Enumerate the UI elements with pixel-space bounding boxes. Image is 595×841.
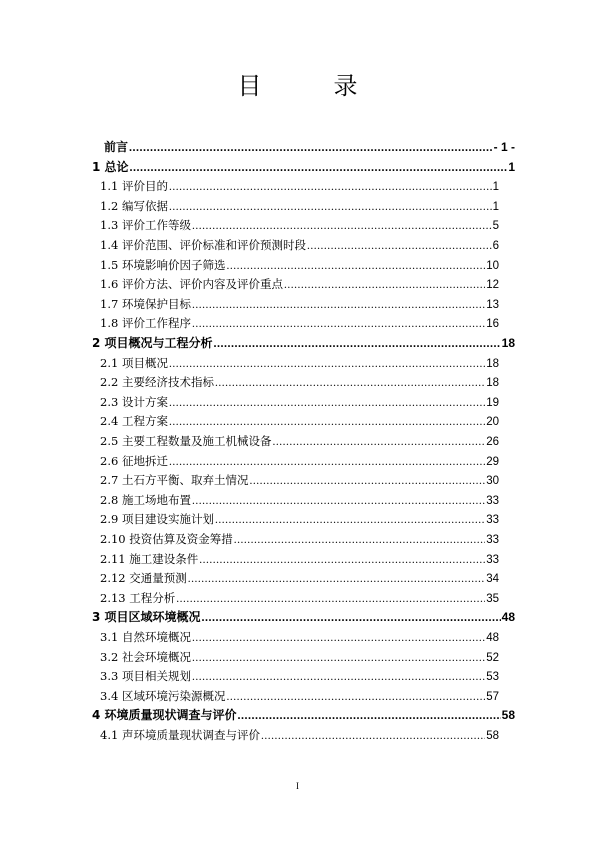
toc-entry[interactable] <box>92 608 515 626</box>
toc-entry-page: 52 <box>486 651 499 664</box>
toc-leader-dots <box>176 590 485 608</box>
toc-entry-label: 2.3 设计方案 <box>100 394 168 409</box>
toc-leader-dots <box>249 472 485 490</box>
toc-entry[interactable] <box>100 648 499 667</box>
toc-entry-label: 2.10 投资估算及资金筹措 <box>100 532 233 546</box>
toc-entry-label: 2.6 征地拆迁 <box>100 453 168 468</box>
toc-leader-dots <box>192 296 485 314</box>
toc-entry-page: 18 <box>486 377 499 390</box>
toc-entry-page: 33 <box>486 514 499 527</box>
toc-leader-dots <box>192 629 485 647</box>
toc-entry[interactable] <box>100 471 499 490</box>
toc-entry-page: 48 <box>501 610 515 625</box>
toc-entry[interactable] <box>100 373 499 392</box>
toc-entry[interactable] <box>100 687 499 706</box>
toc-entry-page: 53 <box>486 671 499 684</box>
toc-entry-page: 13 <box>486 298 499 311</box>
toc-entry-label: 1.6 评价方法、评价内容及评价重点 <box>100 277 283 292</box>
toc-entry-page: 33 <box>486 534 499 546</box>
toc-entry-page: 58 <box>486 730 499 742</box>
toc-entry[interactable] <box>92 334 515 352</box>
toc-entry[interactable] <box>92 158 515 176</box>
toc-entry-label: 3.3 项目相关规划 <box>100 669 191 684</box>
toc-entry[interactable] <box>100 667 499 686</box>
toc-entry-label: 2.7 土石方平衡、取弃土情况 <box>100 473 249 488</box>
toc-leader-dots <box>169 355 485 373</box>
toc-entry[interactable] <box>100 314 499 333</box>
toc-entry-label: 2.9 项目建设实施计划 <box>100 512 214 527</box>
toc-entry-label: 2 项目概况与工程分析 <box>92 336 213 350</box>
toc-entry-label: 2.13 工程分析 <box>100 590 176 605</box>
toc-entry[interactable] <box>100 530 499 549</box>
toc-entry-label: 2.12 交通量预测 <box>100 571 187 586</box>
toc-entry[interactable] <box>104 138 515 156</box>
toc-leader-dots <box>169 394 485 412</box>
toc-entry[interactable] <box>100 275 499 294</box>
toc-entry-label: 1.3 评价工作等级 <box>100 218 191 233</box>
toc-leader-dots <box>192 668 485 686</box>
toc-leader-dots <box>234 531 485 549</box>
toc-entry[interactable] <box>100 197 499 216</box>
toc-entry-page: 33 <box>486 494 499 507</box>
toc-leader-dots <box>238 706 501 724</box>
toc-entry-label: 2.1 项目概况 <box>100 355 168 370</box>
toc-entry[interactable] <box>100 589 499 608</box>
toc-entry-page: 58 <box>501 708 515 723</box>
toc-entry-page: 18 <box>486 357 499 370</box>
toc-entry-page: 10 <box>486 259 499 272</box>
toc-entry-page: 57 <box>486 690 499 703</box>
toc-entry-label: 1 总论 <box>92 159 129 174</box>
toc-entry-page: 1 <box>492 200 499 213</box>
toc-entry-label: 2.4 工程方案 <box>100 414 168 429</box>
toc-leader-dots <box>169 198 492 216</box>
toc-entry[interactable] <box>100 256 499 275</box>
toc-entry-page: 16 <box>486 318 499 331</box>
toc-entry-label: 1.2 编写依据 <box>100 198 168 213</box>
toc-entry-label: 4 环境质量现状调查与评价 <box>92 708 237 723</box>
toc-entry-page: 29 <box>486 455 499 468</box>
toc-entry[interactable] <box>100 295 499 314</box>
toc-entry-label: 1.1 评价目的 <box>100 179 168 194</box>
toc-entry[interactable] <box>100 726 499 745</box>
toc-entry-label: 1.4 评价范围、评价标准和评价预测时段 <box>100 238 306 252</box>
toc-entry[interactable] <box>100 510 499 529</box>
toc-entry[interactable] <box>100 491 499 510</box>
toc-entry-label: 4.1 声环境质量现状调查与评价 <box>100 728 260 742</box>
toc-leader-dots <box>284 276 485 294</box>
toc-entry-page: 18 <box>501 336 515 350</box>
toc-entry-page: 33 <box>486 553 499 566</box>
toc-leader-dots <box>192 649 485 667</box>
toc-entry[interactable] <box>92 706 515 724</box>
toc-entry-page: 35 <box>486 592 499 605</box>
toc-entry-label: 2.5 主要工程数量及施工机械设备 <box>100 434 272 448</box>
toc-entry[interactable] <box>100 216 499 235</box>
toc-entry[interactable] <box>100 628 499 647</box>
toc-leader-dots <box>169 453 485 471</box>
toc-entry-page: 30 <box>486 475 499 488</box>
toc-leader-dots <box>226 257 485 275</box>
toc-leader-dots <box>261 727 485 745</box>
toc-leader-dots <box>215 511 485 529</box>
toc-entry[interactable] <box>100 177 499 196</box>
toc-entry-label: 1.7 环境保护目标 <box>100 296 191 311</box>
page-title: 目 录 <box>237 72 382 100</box>
toc-entry[interactable] <box>100 569 499 588</box>
toc-leader-dots <box>192 217 492 235</box>
toc-entry-label: 3 项目区域环境概况 <box>92 610 201 625</box>
toc-entry-label: 前言 <box>104 140 129 154</box>
toc-entry-label: 2.11 施工建设条件 <box>100 551 199 566</box>
toc-leader-dots <box>307 237 492 255</box>
toc-entry[interactable] <box>100 236 499 255</box>
toc-leader-dots <box>130 158 508 176</box>
toc-leader-dots <box>199 551 485 569</box>
toc-entry[interactable] <box>100 393 499 412</box>
toc-leader-dots <box>272 433 485 451</box>
toc-entry-label: 2.8 施工场地布置 <box>100 492 191 507</box>
toc-entry-page: 6 <box>492 240 499 252</box>
toc-leader-dots <box>129 138 493 156</box>
toc-leader-dots <box>215 374 485 392</box>
toc-leader-dots <box>169 178 492 196</box>
toc-entry[interactable] <box>100 354 499 373</box>
toc-leader-dots <box>169 413 485 431</box>
toc-leader-dots <box>202 608 501 626</box>
page-number: I <box>296 781 299 791</box>
toc-entry-page: 12 <box>486 279 499 292</box>
toc-entry-page: 26 <box>486 436 499 448</box>
toc-entry[interactable] <box>100 550 499 569</box>
toc-leader-dots <box>226 688 485 706</box>
toc-entry-page: 48 <box>486 632 499 644</box>
toc-entry-page: 34 <box>486 573 499 586</box>
toc-entry[interactable] <box>100 432 499 451</box>
toc-leader-dots <box>188 570 485 588</box>
toc-leader-dots <box>192 315 485 333</box>
toc-entry-label: 3.4 区域环境污染源概况 <box>100 688 226 703</box>
toc-entry[interactable] <box>100 452 499 471</box>
toc-entry-label: 3.2 社会环境概况 <box>100 649 191 664</box>
toc-entry-label: 1.8 评价工作程序 <box>100 316 191 331</box>
toc-entry[interactable] <box>100 412 499 431</box>
toc-entry-page: 19 <box>486 396 499 409</box>
toc-entry-page: 1 <box>508 159 515 174</box>
toc-entry-label: 2.2 主要经济技术指标 <box>100 375 214 390</box>
toc-entry-label: 1.5 环境影响价因子筛选 <box>100 257 226 272</box>
toc-entry-page: 1 <box>492 181 499 194</box>
toc-leader-dots <box>192 492 485 510</box>
toc-entry-page: 20 <box>486 416 499 429</box>
toc-leader-dots <box>214 334 501 352</box>
toc-entry-label: 3.1 自然环境概况 <box>100 630 191 644</box>
toc-entry-page: - 1 - <box>493 140 515 154</box>
toc-entry-page: 5 <box>492 220 499 233</box>
